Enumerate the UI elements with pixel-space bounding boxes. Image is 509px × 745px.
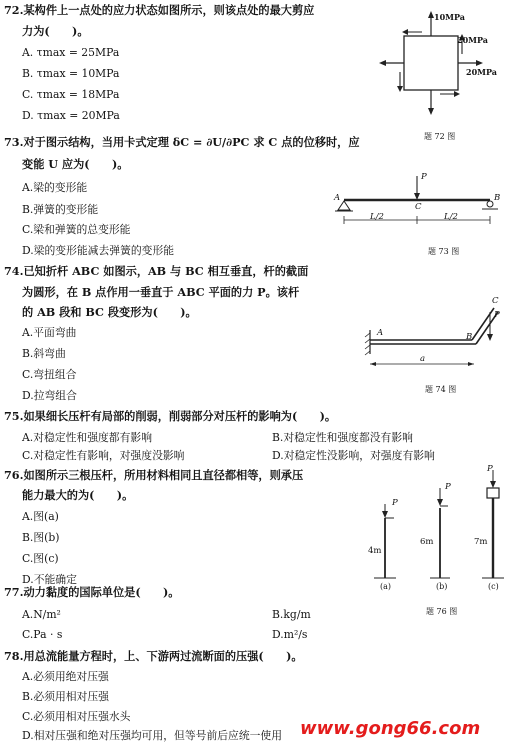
q78-stem: 78.用总流能量方程时，上、下游两过流断面的压强( )。 xyxy=(4,649,303,663)
q72-figure-caption: 题 72 图 xyxy=(424,132,456,141)
q76-label-7m: 7m xyxy=(474,537,488,547)
q76-label-a: (a) xyxy=(380,582,392,591)
q76-option-c[interactable]: C.图(c) xyxy=(22,552,59,565)
q73-option-d[interactable]: D.梁的变形能减去弹簧的变形能 xyxy=(22,244,175,257)
q78-option-b[interactable]: B.必须用相对压强 xyxy=(22,690,109,703)
q72-option-d[interactable]: D. τmax = 20MPa xyxy=(22,109,120,122)
q73-option-b[interactable]: B.弹簧的变形能 xyxy=(22,203,99,216)
q76-figure-caption: 题 76 图 xyxy=(426,607,458,616)
q78-option-c[interactable]: C.必须用相对压强水头 xyxy=(22,710,131,723)
q75-option-a[interactable]: A.对稳定性和强度都有影响 xyxy=(22,431,152,444)
q76-stem-line2: 能力最大的为( )。 xyxy=(22,488,134,502)
q76-label-4m: 4m xyxy=(368,546,382,556)
q76-label-p-c: P xyxy=(487,464,493,474)
q76-option-b[interactable]: B.图(b) xyxy=(22,531,60,544)
q76-label-6m: 6m xyxy=(420,537,434,547)
q78-option-d[interactable]: D.相对压强和绝对压强均可用，但等号前后应统一使用 xyxy=(22,729,283,742)
q73-label-a: A xyxy=(334,193,341,203)
q74-option-a[interactable]: A.平面弯曲 xyxy=(22,326,77,339)
q76-label-c: (c) xyxy=(488,582,499,591)
q73-label-b: B xyxy=(494,193,501,203)
q72-stem-line2: 力为( )。 xyxy=(22,24,89,38)
q74-option-c[interactable]: C.弯扭组合 xyxy=(22,368,77,381)
q73-stem-line2: 变能 U 应为( )。 xyxy=(22,157,129,171)
q74-option-d[interactable]: D.拉弯组合 xyxy=(22,389,77,402)
q76-label-b: (b) xyxy=(436,582,448,591)
q74-figure-caption: 题 74 图 xyxy=(425,385,457,394)
q75-option-d[interactable]: D.对稳定性没影响，对强度有影响 xyxy=(272,449,435,462)
q73-figure-caption: 题 73 图 xyxy=(428,247,460,256)
q76-stem-line1: 76.如图所示三根压杆，所用材料相同且直径都相等，则承压 xyxy=(4,468,304,482)
q76-label-p-a: P xyxy=(392,498,398,508)
q72-option-b[interactable]: B. τmax = 10MPa xyxy=(22,67,120,80)
q77-option-d[interactable]: D.m²/s xyxy=(272,628,308,641)
q73-label-l1: L/2 xyxy=(370,212,384,222)
q74-label-length: a xyxy=(420,354,426,364)
q76-option-a[interactable]: A.图(a) xyxy=(22,510,59,523)
q74-stem-line1: 74.已知折杆 ABC 如图示，AB 与 BC 相互垂直，杆的截面 xyxy=(4,264,309,278)
q74-label-b: B xyxy=(466,332,473,342)
q73-label-c: C xyxy=(415,202,422,212)
q72-stress-element-figure xyxy=(378,8,508,123)
q77-option-a[interactable]: A.N/m² xyxy=(22,608,61,621)
q73-option-c[interactable]: C.梁和弹簧的总变形能 xyxy=(22,223,131,236)
q75-stem: 75.如果细长压杆有局部的削弱，削弱部分对压杆的影响为( )。 xyxy=(4,409,337,423)
q74-bent-bar-figure xyxy=(362,292,508,382)
q76-option-d[interactable]: D.不能确定 xyxy=(22,573,77,586)
q77-option-b[interactable]: B.kg/m xyxy=(272,608,311,621)
watermark-url: www.gong66.com xyxy=(300,718,481,739)
q74-label-c: C xyxy=(492,296,499,306)
q72-option-a[interactable]: A. τmax = 25MPa xyxy=(22,46,120,59)
q73-label-l2: L/2 xyxy=(444,212,458,222)
q74-label-a: A xyxy=(377,328,384,338)
q77-option-c[interactable]: C.Pa · s xyxy=(22,628,63,641)
q72-option-c[interactable]: C. τmax = 18MPa xyxy=(22,88,120,101)
q73-option-a[interactable]: A.梁的变形能 xyxy=(22,181,88,194)
q74-option-b[interactable]: B.斜弯曲 xyxy=(22,347,66,360)
q75-option-c[interactable]: C.对稳定性有影响，对强度没影响 xyxy=(22,449,185,462)
q73-label-p: P xyxy=(421,172,427,182)
q73-stem-line1: 73.对于图示结构，当用卡式定理 δC = ∂U/∂PC 求 C 点的位移时，应 xyxy=(4,135,360,149)
q75-option-b[interactable]: B.对稳定性和强度都没有影响 xyxy=(272,431,413,444)
q76-label-p-b: P xyxy=(445,482,451,492)
q72-label-20mpa-normal: 20MPa xyxy=(466,67,497,77)
q72-label-20mpa-shear: 20MPa xyxy=(457,35,488,45)
q72-label-10mpa: 10MPa xyxy=(434,12,465,22)
q78-option-a[interactable]: A.必须用绝对压强 xyxy=(22,670,109,683)
q72-stem-line1: 72.某构件上一点处的应力状态如图所示，则该点处的最大剪应 xyxy=(4,3,315,17)
q74-stem-line3: 的 AB 段和 BC 段变形为( )。 xyxy=(22,305,197,319)
q76-columns-figure xyxy=(360,460,508,588)
q77-stem: 77.动力黏度的国际单位是( )。 xyxy=(4,585,180,599)
q74-label-p: P xyxy=(494,310,500,320)
q74-stem-line2: 为圆形，在 B 点作用一垂直于 ABC 平面的力 P。该杆 xyxy=(22,285,300,299)
